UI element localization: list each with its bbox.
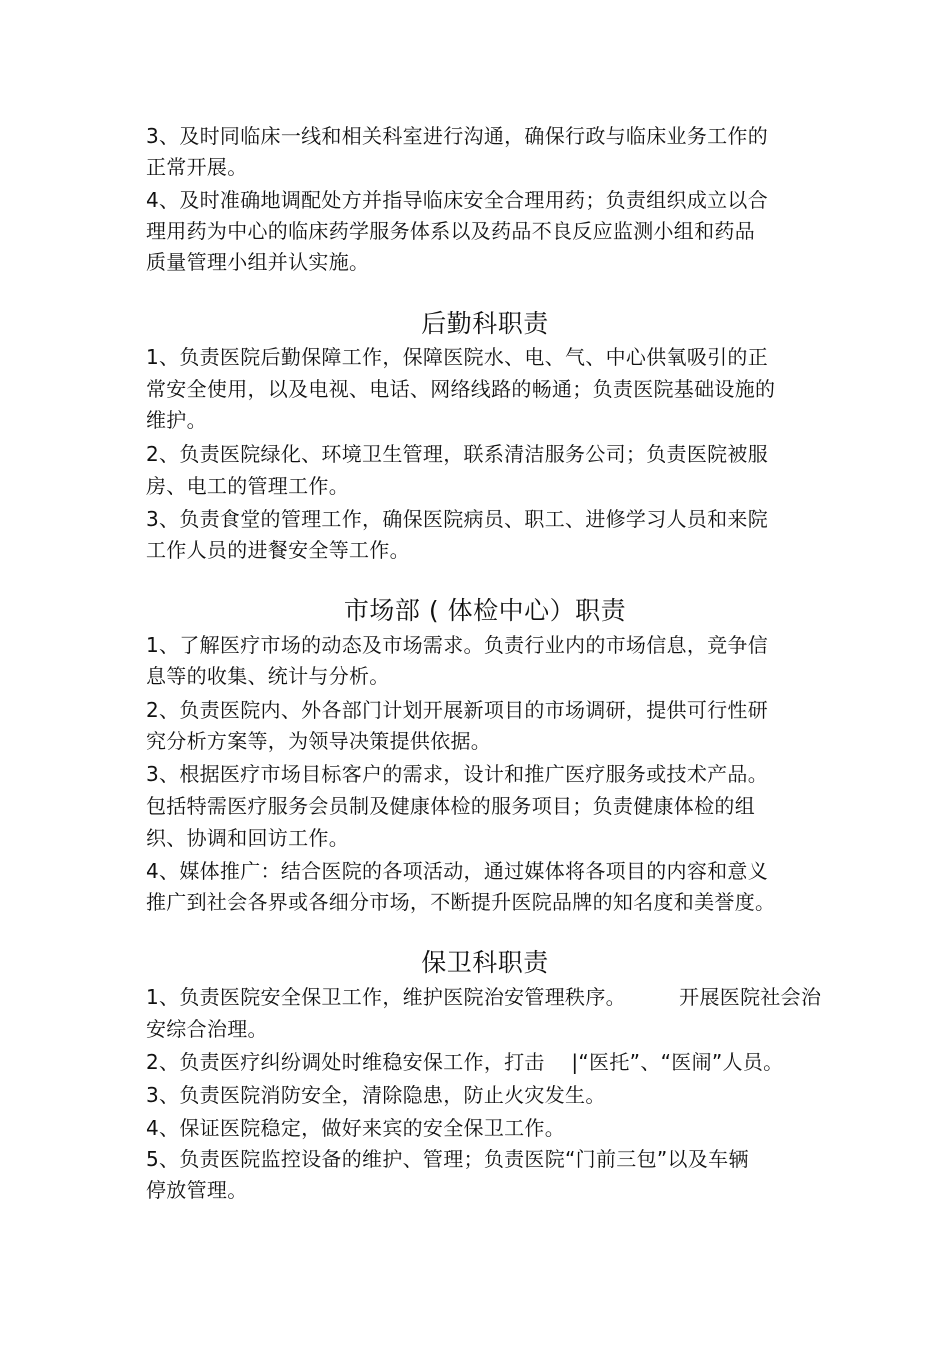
paragraph-line: 常安全使用，以及电视、电话、网络线路的畅通；负责医院基础设施的 (146, 377, 776, 401)
paragraph-line: 3、负责食堂的管理工作，确保医院病员、职工、进修学习人员和来院 (146, 507, 769, 531)
paragraph-line: 1、负责医院后勤保障工作，保障医院水、电、气、中心供氧吸引的正 (146, 345, 769, 369)
paragraph-line: 质量管理小组并认实施。 (146, 250, 370, 274)
paragraph-line: 理用药为中心的临床药学服务体系以及药品不良反应监测小组和药品 (146, 219, 755, 243)
paragraph-line: 究分析方案等，为领导决策提供依据。 (146, 729, 492, 753)
paragraph-line: 2、负责医院内、外各部门计划开展新项目的市场调研，提供可行性研 (146, 698, 769, 722)
paragraph-line: 停放管理。 (146, 1178, 248, 1202)
paragraph-line: 2、负责医院绿化、环境卫生管理，联系清洁服务公司；负责医院被服 (146, 442, 769, 466)
paragraph-line: 工作人员的进餐安全等工作。 (146, 538, 410, 562)
paragraph-line: 5、负责医院监控设备的维护、管理；负责医院“门前三包”以及车辆 (146, 1147, 749, 1171)
section-title-market: 市场部 ( 体检中心）职责 (343, 596, 627, 625)
paragraph-line: 织、协调和回访工作。 (146, 826, 349, 850)
paragraph-line: 正常开展。 (146, 155, 248, 179)
paragraph-line: 安综合治理。 (146, 1017, 268, 1041)
paragraph-line: 1、了解医疗市场的动态及市场需求。负责行业内的市场信息，竞争信 (146, 633, 769, 657)
paragraph-line: 包括特需医疗服务会员制及健康体检的服务项目；负责健康体检的组 (146, 794, 755, 818)
paragraph-line: 3、负责医院消防安全，清除隐患，防止火灾发生。 (146, 1083, 606, 1107)
paragraph-line: 4、媒体推广：结合医院的各项活动，通过媒体将各项目的内容和意义 (146, 859, 769, 883)
paragraph-line: 3、及时同临床一线和相关科室进行沟通，确保行政与临床业务工作的 (146, 124, 769, 148)
section-title-logistics: 后勤科职责 (421, 309, 549, 338)
paragraph-line: 4、及时准确地调配处方并指导临床安全合理用药；负责组织成立以合 (146, 188, 769, 212)
paragraph-line: 4、保证医院稳定，做好来宾的安全保卫工作。 (146, 1116, 566, 1140)
paragraph-line: 房、电工的管理工作。 (146, 474, 349, 498)
paragraph-line: 息等的收集、统计与分析。 (146, 664, 390, 688)
paragraph-line: 2、负责医疗纠纷调处时维稳安保工作，打击 |“医托”、“医闹”人员。 (146, 1050, 784, 1074)
paragraph-line: 维护。 (146, 408, 207, 432)
paragraph-line: 1、负责医院安全保卫工作，维护医院治安管理秩序。 开展医院社会治 (146, 985, 822, 1009)
paragraph-line: 推广到社会各界或各细分市场，不断提升医院品牌的知名度和美誉度。 (146, 890, 776, 914)
section-title-security: 保卫科职责 (421, 948, 549, 977)
paragraph-line: 3、根据医疗市场目标客户的需求，设计和推广医疗服务或技术产品。 (146, 762, 769, 786)
